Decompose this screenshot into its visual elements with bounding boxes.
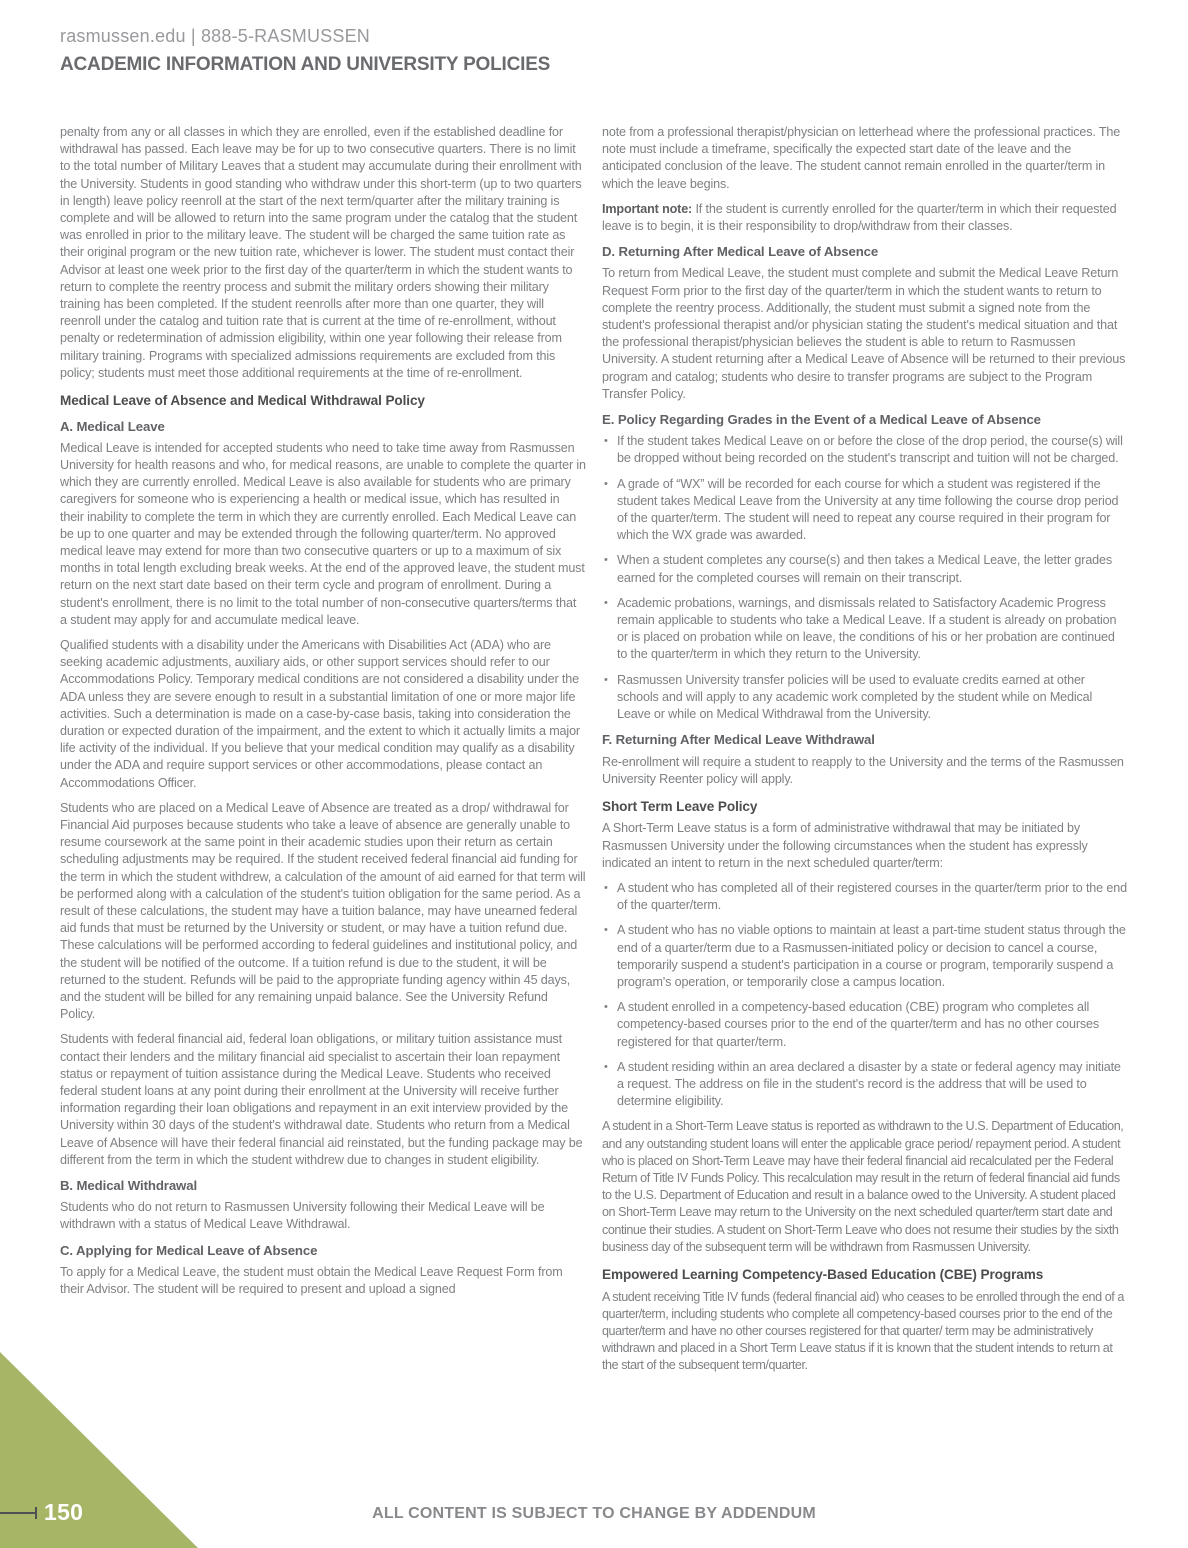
paragraph: Re-enrollment will require a student to reapply to the University and the terms of the Rasmussen University Reenter policy will apply. <box>602 754 1124 786</box>
subsection-heading: A. Medical Leave <box>60 418 165 434</box>
paragraph: note from a professional therapist/physician on letterhead where the professional practices. The note must include a timeframe, specifically the expected start date of the leave and the anticipated conclusion of the leave. The student cannot remain enrolled in the quarter/term in which the leave begins. <box>602 125 1121 191</box>
section-heading: Medical Leave of Absence and Medical Withdrawal Policy <box>60 393 425 409</box>
page-header <box>0 0 1188 76</box>
paragraph: A Short-Term Leave status is a form of administrative withdrawal that may be initiated by Rasmussen University under the following circumstances when the student has expressly indicated an intent to return in the next scheduled quarter/term: <box>602 821 1088 870</box>
right-column <box>602 124 1128 1454</box>
paragraph: A student receiving Title IV funds (federal financial aid) who ceases to be enrolled through the end of a quarter/term, including students who complete all competency-based courses prior to the end of the quarter/term and have no other courses registered for that quarter/ term may be administratively withdrawn and placed in a Short Term Leave status if it is known that the student intends to return at the start of the subsequent term/quarter. <box>602 1289 1124 1373</box>
bullet-item: • Academic probations, warnings, and dismissals related to Satisfactory Academic Progress remain applicable to students who take a Medical Leave. If a student is already on probation or is placed on probation while on leave, the conditions of his or her probation are continued to the quarter/term in which they return to the University. <box>602 595 1128 664</box>
paragraph: Medical Leave is intended for accepted students who need to take time away from Rasmussen University for health reasons and who, for medical reasons, are unable to complete the quarter in which they are currently enrolled. Medical Leave is also available for students who are primary caregivers for someone who is experiencing a health or medical issue, which has resulted in their inability to complete the term in which they are currently enrolled. Each Medical Leave can be up to one quarter and may be extended through the following quarter/term. No approved medical leave may extend for more than two consecutive quarters or up to a maximum of six months in total length excluding break weeks. At the end of the approved leave, the student must return on the next start date based on their term cycle and program of enrollment. During a student's enrollment, there is no limit to the total number of non-consecutive quarters/terms that a student may apply for and accumulate medical leave. <box>60 440 586 627</box>
section-heading: Short Term Leave Policy <box>602 798 758 814</box>
page-title: ACADEMIC INFORMATION AND UNIVERSITY POLICIES <box>60 54 551 75</box>
paragraph: A student in a Short-Term Leave status is reported as withdrawn to the U.S. Department of Education, and any outstanding student loans will enter the applicable grace period/ repayment period. A student who is placed on Short-Term Leave may have their federal financial aid recalculated per the Federal Return of Title IV Funds Policy. This recalculation may result in the return of federal financial aid funds to the U.S. Department of Education and result in a balance owed to the University. A student placed on Short-Term Leave may return to the University on the next scheduled quarter/term start date and continue their studies. A student on Short-Term Leave who does not resume their studies by the sixth business day of the subsequent term will be withdrawn from Rasmussen University. <box>602 1119 1124 1254</box>
site-contact-line: rasmussen.edu | 888-5-RASMUSSEN <box>60 26 370 46</box>
paragraph: penalty from any or all classes in which they are enrolled, even if the established deadline for withdrawal has passed. Each leave may be for up to two consecutive quarters. There is no limit to the total number of Military Leaves that a student may accumulate during their enrollment with the University. Students in good standing who withdraw under this short-term (up to two quarters in length) leave policy reenroll at the start of the next term/quarter after the military training is complete and will be allowed to return into the same program under the catalog that the student was enrolled in prior to the military leave. The student will be charged the same tuition rate as their original program or the new tuition rate, whichever is lower. The student must contact their Advisor at least one week prior to the first day of the quarter/term in which the student wants to return to complete the reentry process and submit the military orders showing their military training has been completed. If the student reenrolls after more than one quarter, they will reenroll under the catalog and tuition rate that is current at the time of re-enrollment, without penalty or redetermination of admission eligibility, within one year following their release from military training. Programs with specialized admissions requirements are excluded from this policy; students must meet those additional requirements at the time of re-enrollment. <box>60 125 582 380</box>
paragraph: To return from Medical Leave, the student must complete and submit the Medical Leave Return Request Form prior to the first day of the quarter/term in which the student wants to return to complete the reentry process. Additionally, the student must submit a signed note from the student's professional therapist and/or physician stating the student's medical situation and that the professional therapist/physician believes the student is able to return to Rasmussen University. A student returning after a Medical Leave of Absence will be returned to their previous program and catalog; students who desire to transfer programs are subject to the Program Transfer Policy. <box>602 266 1126 401</box>
subsection-heading: F. Returning After Medical Leave Withdrawal <box>602 732 875 748</box>
bullet-item: • A student enrolled in a competency-based education (CBE) program who completes all competency-based courses prior to the end of the quarter/term and has no other courses registered for that quarter/term. <box>602 999 1128 1051</box>
subsection-heading: C. Applying for Medical Leave of Absence <box>60 1242 318 1258</box>
paragraph: Students with federal financial aid, federal loan obligations, or military tuition assistance must contact their lenders and the military financial aid specialist to ascertain their loan repayment status or repayment of tuition assistance during the Medical Leave. Students who received federal student loans at any point during their enrollment at the University will receive further information regarding their loan obligations and repayment in an exit interview provided by the University within 30 days of the student's withdrawal date. Students who return from a Medical Leave of Absence will have their federal financial aid reinstated, but the funding package may be different from the term in which the student withdrew due to changes in student eligibility. <box>60 1032 583 1167</box>
subsection-heading: B. Medical Withdrawal <box>60 1178 198 1194</box>
section-heading: Empowered Learning Competency-Based Education (CBE) Programs <box>602 1267 1044 1283</box>
paragraph <box>602 201 1128 235</box>
footer-notice: ALL CONTENT IS SUBJECT TO CHANGE BY ADDENDUM <box>372 1505 816 1522</box>
bullet-list <box>602 433 1128 723</box>
paragraph: Students who are placed on a Medical Leave of Absence are treated as a drop/ withdrawal for Financial Aid purposes because students who take a leave of absence are generally unable to resume coursework at the same point in their academic studies upon their return as certain scheduling adjustments may be required. If the student received federal financial aid funding for the term in which the student withdrew, a calculation of the amount of aid earned for that term will be performed along with a calculation of the student's tuition obligation for the same period. As a result of these calculations, the student may have a tuition balance, may have unearned federal aid funds that must be returned by the University or student, or may have a tuition refund due. These calculations will be performed according to federal guidelines and institutional policy, and the student will be notified of the outcome. If a tuition refund is due to the student, it will be returned to the student. Refunds will be paid to the appropriate funding agency within 45 days, and the student will be billed for any remaining unpaid balance. See the University Refund Policy. <box>60 800 586 1022</box>
subsection-heading: E. Policy Regarding Grades in the Event of a Medical Leave of Absence <box>602 412 1041 428</box>
subsection-heading: D. Returning After Medical Leave of Absence <box>602 244 879 260</box>
content-columns <box>0 124 1188 1454</box>
paragraph: Qualified students with a disability under the Americans with Disabilities Act (ADA) who are seeking academic adjustments, auxiliary aids, or other support services should refer to our Accommodations Policy. Temporary medical conditions are not considered a disability under the ADA unless they are severe enough to result in a substantial limitation of one or more major life activities. Such a determination is made on a case-by-case basis, taking into consideration the duration or expected duration of the impairment, and the extent to which it actually limits a major life activity of the individual. If you believe that your medical condition may qualify as a disability under the ADA and require support services or other accommodations, please contact an Accommodations Officer. <box>60 637 580 790</box>
page-number: 150 <box>44 1499 84 1525</box>
paragraph: Students who do not return to Rasmussen University following their Medical Leave will be withdrawn with a status of Medical Leave Withdrawal. <box>60 1200 545 1232</box>
bullet-item: • A student residing within an area declared a disaster by a state or federal agency may initiate a request. The address on file in the student's record is the address that will be used to determine eligibility. <box>602 1059 1128 1111</box>
bullet-list <box>602 880 1128 1110</box>
important-note-label: Important note: <box>602 201 693 216</box>
paragraph: To apply for a Medical Leave, the student must obtain the Medical Leave Request Form from their Advisor. The student will be required to present and upload a signed <box>60 1264 563 1297</box>
important-note-text: If the student is currently enrolled for the quarter/term in which their requested leave is to begin, it is their responsibility to drop/withdraw from their classes. <box>602 201 1117 234</box>
bullet-item: • If the student takes Medical Leave on or before the close of the drop period, the course(s) will be dropped without being recorded on the student's transcript and tuition will not be charged. <box>602 433 1128 467</box>
bullet-item: • When a student completes any course(s) and then takes a Medical Leave, the letter grades earned for the completed courses will remain on their transcript. <box>602 552 1128 586</box>
bullet-item: • Rasmussen University transfer policies will be used to evaluate credits earned at other schools and will apply to any academic work completed by the student while on Medical Leave or while on Medical Withdrawal from the University. <box>602 672 1128 724</box>
bullet-item: • A student who has no viable options to maintain at least a part-time student status through the end of a quarter/term due to a Rasmussen-initiated policy or decision to cancel a course, temporarily suspend a student's participation in a course or program, temporarily suspend a program's operation, or temporarily close a campus location. <box>602 922 1128 991</box>
bullet-item: • A student who has completed all of their registered courses in the quarter/term prior to the end of the quarter/term. <box>602 880 1128 914</box>
left-column <box>60 124 586 1454</box>
bullet-item: • A grade of “WX” will be recorded for each course for which a student was registered if the student takes Medical Leave from the University at any time following the course drop period of the quarter/term. The student will need to repeat any course required in their program for which the WX grade was awarded. <box>602 476 1128 545</box>
